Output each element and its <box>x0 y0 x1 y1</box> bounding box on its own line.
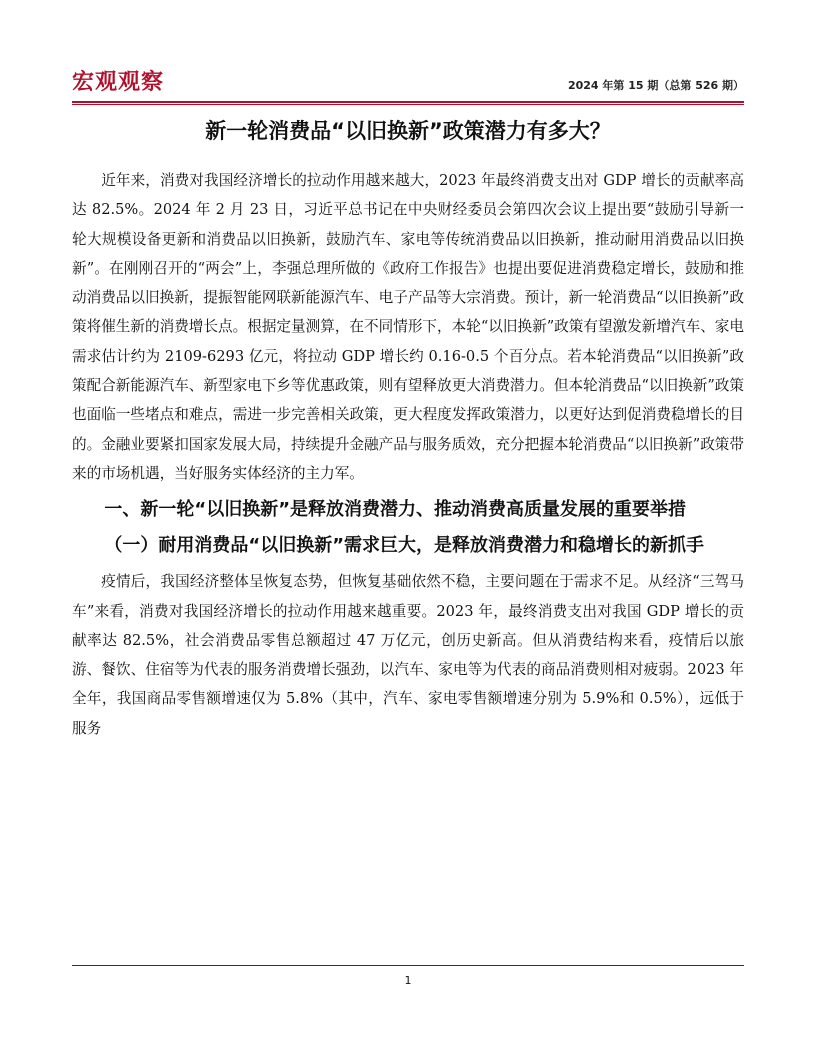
brand-title: 宏观观察 <box>72 70 165 95</box>
subsection-heading-1: （一）耐用消费品“以旧换新”需求巨大，是释放消费潜力和稳增长的新抓手 <box>104 535 705 557</box>
page-number: 1 <box>404 974 412 987</box>
subsection-paragraph-1: 疫情后，我国经济整体呈恢复态势，但恢复基础依然不稳，主要问题在于需求不足。从经济“三驾马车”来看，消费对我国经济增长的拉动作用越来越重要。2023 年，最终消费支出对我国 GDP 增长的贡献率达 82.5%，社会消费品零售总额超过 47 万亿元，创历史新高。但从消费结构来看，疫情后以旅游、餐饮、住宿等为代表的服务消费增长强劲，以汽车、家电等为代表的商品消费则相对疲弱。2023 年全年，我国商品零售额增速仅为 5.8%（其中，汽车、家电零售额增速分别为 5.9%和 0.5%），远低于服务 <box>72 573 744 737</box>
article-body <box>72 166 744 743</box>
article-title: 新一轮消费品“以旧换新”政策潜力有多大？ <box>205 119 611 143</box>
page-header <box>72 68 744 102</box>
header-rule-thin <box>72 104 744 105</box>
footer-rule <box>72 965 744 966</box>
section-heading-1: 一、新一轮“以旧换新”是释放消费潜力、推动消费高质量发展的重要举措 <box>104 499 687 521</box>
header-rule <box>72 101 744 103</box>
intro-paragraph: 近年来，消费对我国经济增长的拉动作用越来越大，2023 年最终消费支出对 GDP 增长的贡献率高达 82.5%。2024 年 2 月 23 日，习近平总书记在中央财经委员会第四次会议上提出要“鼓励引导新一轮大规模设备更新和消费品以旧换新，鼓励汽车、家电等传统消费品以旧换新，推动耐用消费品以旧换新”。在刚刚召开的“两会”上，李强总理所做的《政府工作报告》也提出要促进消费稳定增长，鼓励和推动消费品以旧换新，提振智能网联新能源汽车、电子产品等大宗消费。预计，新一轮消费品“以旧换新”政策将催生新的消费增长点。根据定量测算，在不同情形下，本轮“以旧换新”政策有望激发新增汽车、家电需求估计约为 2109-6293 亿元，将拉动 GDP 增长约 0.16-0.5 个百分点。若本轮消费品“以旧换新”政策配合新能源汽车、新型家电下乡等优惠政策，则有望释放更大消费潜力。但本轮消费品“以旧换新”政策也面临一些堵点和难点，需进一步完善相关政策，更大程度发挥政策潜力，以更好达到促消费稳增长的目的。金融业要紧扣国家发展大局，持续提升金融产品与服务质效，充分把握本轮消费品“以旧换新”政策带来的市场机遇，当好服务实体经济的主力军。 <box>72 172 744 482</box>
issue-number: 2024 年第 15 期（总第 526 期） <box>567 79 744 92</box>
